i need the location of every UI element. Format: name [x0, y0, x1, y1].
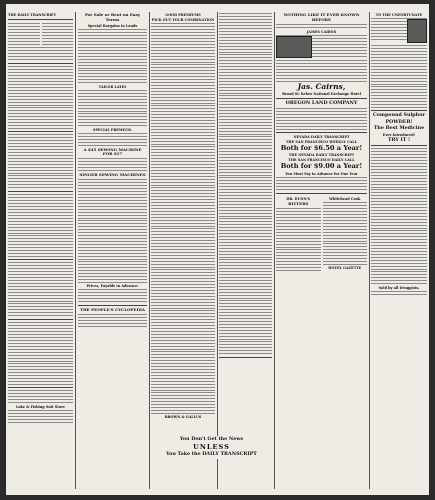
- unfortunate-head: TO THE UNFORTUNATE: [375, 13, 423, 17]
- premiums-footer: BROWN & GALLUS: [164, 415, 202, 419]
- medicine-head-2: Ever Introduced!: [382, 132, 416, 137]
- singer-head: SINGER SEWING MACHINES: [79, 172, 146, 178]
- store-illustration: [276, 36, 312, 58]
- cairns-name: JAMES CAIRNS: [306, 29, 337, 34]
- call-head: THE SAN FRANCISCO DAILY CALL: [288, 158, 355, 163]
- premiums-sub: PICK OUT YOUR COMBINATION: [151, 18, 215, 22]
- column-2: [78, 12, 147, 489]
- cyclopedia-head: THE PEOPLE'S CYCLOPEDIA: [79, 306, 146, 312]
- medicine-head-1: The Best Medicine: [373, 125, 425, 132]
- druggists-note: Sold by all Druggists.: [378, 286, 420, 291]
- try-it: TRY IT !: [387, 136, 411, 143]
- hotel-head: HOTEL GAZETTE: [328, 265, 362, 270]
- bitters-head: BITTERS: [288, 200, 309, 206]
- sewing-head: A $45 SEWING MACHINE FOR $17: [83, 146, 142, 157]
- column-6: [371, 12, 427, 489]
- advance-note: You Must Pay in Advance for One Year: [285, 171, 358, 176]
- column-3: [151, 12, 215, 489]
- sulphur-head-1: Compound Sulphur: [372, 112, 426, 118]
- oregon-head: OREGON LAND COMPANY: [285, 100, 358, 106]
- nothing-headline: NOTHING LIKE IT EVER KNOWN BEFORE: [283, 12, 360, 22]
- sulphur-head-2: POWDER!: [385, 118, 413, 125]
- masthead: THE DAILY TRANSCRIPT: [8, 13, 57, 17]
- cairns-head: Jas. Cairns,: [297, 81, 346, 91]
- news-line-1: You Don't Get the News: [179, 436, 244, 442]
- sale-sub: Special Bargains in Lands: [87, 23, 138, 28]
- bottom-ad-title: Lake & Fishing Suit Store: [15, 405, 66, 409]
- newspaper-page: [6, 4, 429, 495]
- daily-head: THE NEVADA DAILY TRANSCRIPT: [288, 153, 355, 158]
- rates-table: [8, 22, 73, 46]
- sale-headline: For Sale or Rent on Easy Terms: [84, 12, 141, 22]
- tailor-head: TAILOR LATIO: [98, 84, 127, 89]
- column-1: [8, 12, 73, 489]
- cairns-sub: Broad St. below National Exchange Hotel: [282, 92, 361, 96]
- news-line-3: You Take the DAILY TRANSCRIPT: [166, 451, 257, 458]
- offer-2: Both for $9.00 a Year!: [280, 162, 363, 171]
- weekly-head: THE SAN FRANCISCO WEEKLY CALL: [285, 139, 358, 144]
- news-band: [151, 436, 272, 459]
- column-5: [276, 12, 367, 489]
- nevada-head: NEVADA DAILY TRANSCRIPT: [293, 134, 350, 139]
- portrait-illustration: [407, 19, 427, 43]
- premium-head: SPECIAL PREMIUM.: [92, 127, 133, 132]
- premiums-head: GOOD PREMIUMS: [165, 13, 201, 17]
- column-4: [219, 12, 272, 489]
- waterhead-head: Whitehead Cook: [329, 196, 361, 201]
- offer-1: Both for $6.50 a Year!: [280, 143, 363, 152]
- prices-head: Prices, Payable in Advance:: [86, 283, 139, 288]
- dr-head: DR. DUNN'S: [286, 196, 311, 201]
- news-line-2: UNLESS: [193, 442, 230, 451]
